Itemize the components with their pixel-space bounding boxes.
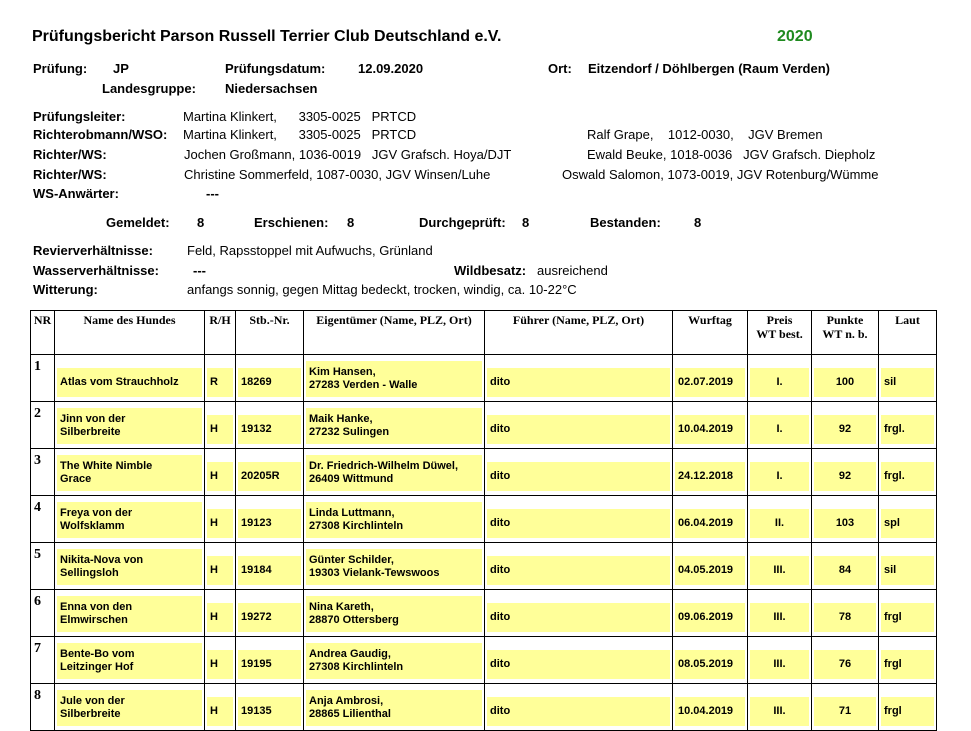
cell-punkte <box>812 684 879 731</box>
owner-line2: 27308 Kirchlinteln <box>309 661 404 673</box>
preis-value: I. <box>776 470 783 482</box>
cell-rh <box>205 637 236 684</box>
leiter-label: Prüfungsleiter: <box>33 109 126 124</box>
cell-rh <box>205 402 236 449</box>
cell-handler <box>485 449 673 496</box>
sex-value: H <box>210 564 218 576</box>
header-laut: Laut <box>879 311 937 355</box>
table-row <box>31 590 937 637</box>
dog-name-line2: Sellingsloh <box>60 567 119 579</box>
owner-line2: 26409 Wittmund <box>309 473 394 485</box>
stb-value: 20205R <box>241 470 280 482</box>
cell-name <box>55 684 205 731</box>
owner-line2: 19303 Vielank-Tewswoos <box>309 567 440 579</box>
preis-value: II. <box>774 517 785 529</box>
punkte-value: 92 <box>838 423 852 435</box>
cell-stb <box>236 590 304 637</box>
cell-laut <box>879 590 937 637</box>
sex-value: H <box>210 705 218 717</box>
handler-value: dito <box>490 658 511 670</box>
richter2-value: Christine Sommerfeld, 1087-0030, JGV Winsen/Luhe <box>184 167 491 182</box>
landesgruppe-value: Niedersachsen <box>225 81 318 96</box>
datum-label: Prüfungsdatum: <box>225 61 326 76</box>
cell-nr: 4 <box>31 496 55 543</box>
cell-punkte <box>812 449 879 496</box>
gemeldet-label: Gemeldet: <box>106 215 170 230</box>
stb-value: 19184 <box>241 564 272 576</box>
richter1-right: Ewald Beuke, 1018-0036 JGV Grafsch. Diepholz <box>587 147 876 162</box>
pruefung-value: JP <box>113 61 129 76</box>
wurftag-value: 04.05.2019 <box>678 564 734 576</box>
preis-value: III. <box>773 705 786 717</box>
owner-line1: Kim Hansen, <box>309 366 376 378</box>
handler-value: dito <box>490 470 511 482</box>
richter1-value: Jochen Großmann, 1036-0019 JGV Grafsch. Hoya/DJT <box>184 147 512 162</box>
cell-rh <box>205 355 236 402</box>
owner-line1: Nina Kareth, <box>309 601 374 613</box>
wasser-label: Wasserverhältnisse: <box>33 263 159 278</box>
cell-punkte <box>812 496 879 543</box>
obmann-label: Richterobmann/WSO: <box>33 127 168 142</box>
richter1-label: Richter/WS: <box>33 147 107 162</box>
sex-value: H <box>210 517 218 529</box>
dog-name-line1: Jinn von der <box>60 413 126 425</box>
header-preis <box>748 311 812 355</box>
landesgruppe-label: Landesgruppe: <box>102 81 196 96</box>
wasser-value: --- <box>193 263 206 278</box>
wurftag-value: 09.06.2019 <box>678 611 734 623</box>
cell-owner <box>304 355 485 402</box>
cell-handler <box>485 590 673 637</box>
cell-handler <box>485 543 673 590</box>
cell-nr: 6 <box>31 590 55 637</box>
cell-handler <box>485 684 673 731</box>
cell-stb <box>236 449 304 496</box>
header-preis-line1: Preis <box>766 313 793 327</box>
cell-punkte <box>812 637 879 684</box>
stb-value: 19195 <box>241 658 272 670</box>
cell-laut <box>879 543 937 590</box>
cell-name <box>55 355 205 402</box>
owner-line2: 27232 Sulingen <box>309 426 390 438</box>
table-body <box>31 355 937 731</box>
erschienen-value: 8 <box>347 215 355 230</box>
bestanden-value: 8 <box>694 215 702 230</box>
cell-nr: 5 <box>31 543 55 590</box>
handler-value: dito <box>490 376 511 388</box>
cell-laut <box>879 684 937 731</box>
cell-wurftag <box>673 543 748 590</box>
cell-handler <box>485 496 673 543</box>
dog-name-line2: Leitzinger Hof <box>60 661 134 673</box>
preis-value: III. <box>773 564 786 576</box>
stb-value: 18269 <box>241 376 272 388</box>
cell-name <box>55 590 205 637</box>
dog-name-line1: Atlas vom Strauchholz <box>60 376 179 388</box>
dog-name-line1: Bente-Bo vom <box>60 648 135 660</box>
leiter-value: Martina Klinkert, 3305-0025 PRTCD <box>183 109 417 124</box>
wurftag-value: 24.12.2018 <box>678 470 734 482</box>
dog-name-line2: Silberbreite <box>60 426 121 438</box>
cell-wurftag <box>673 449 748 496</box>
preis-value: III. <box>773 658 786 670</box>
cell-wurftag <box>673 496 748 543</box>
header-owner: Eigentümer (Name, PLZ, Ort) <box>304 311 485 355</box>
cell-punkte <box>812 355 879 402</box>
stb-value: 19135 <box>241 705 272 717</box>
table-row <box>31 402 937 449</box>
datum-value: 12.09.2020 <box>358 61 424 76</box>
sex-value: H <box>210 423 218 435</box>
laut-value: frgl <box>884 705 902 717</box>
cell-wurftag <box>673 637 748 684</box>
durchgeprueft-label: Durchgeprüft: <box>419 215 506 230</box>
cell-owner <box>304 637 485 684</box>
dog-name-line2: Grace <box>60 473 92 485</box>
cell-wurftag <box>673 684 748 731</box>
cell-rh <box>205 449 236 496</box>
owner-line1: Andrea Gaudig, <box>309 648 391 660</box>
owner-line2: 27283 Verden - Walle <box>309 379 418 391</box>
table-row <box>31 684 937 731</box>
cell-stb <box>236 496 304 543</box>
richter2-label: Richter/WS: <box>33 167 107 182</box>
cell-name <box>55 637 205 684</box>
cell-rh <box>205 496 236 543</box>
punkte-value: 100 <box>835 376 855 388</box>
punkte-value: 92 <box>838 470 852 482</box>
wild-value: ausreichend <box>537 263 608 278</box>
cell-punkte <box>812 543 879 590</box>
cell-laut <box>879 637 937 684</box>
punkte-value: 71 <box>838 705 852 717</box>
cell-nr: 3 <box>31 449 55 496</box>
pruefung-label: Prüfung: <box>33 61 88 76</box>
dog-name-line1: Jule von der <box>60 695 125 707</box>
cell-punkte <box>812 590 879 637</box>
owner-line1: Anja Ambrosi, <box>309 695 384 707</box>
anwaerter-label: WS-Anwärter: <box>33 186 119 201</box>
handler-value: dito <box>490 611 511 623</box>
ort-label: Ort: <box>548 61 572 76</box>
dog-name-line2: Silberbreite <box>60 708 121 720</box>
obmann-value: Martina Klinkert, 3305-0025 PRTCD <box>183 127 417 142</box>
cell-rh <box>205 590 236 637</box>
dog-name-line1: Nikita-Nova von <box>60 554 144 566</box>
owner-line2: 27308 Kirchlinteln <box>309 520 404 532</box>
dog-name-line2: Elmwirschen <box>60 614 128 626</box>
laut-value: sil <box>884 564 897 576</box>
cell-preis <box>748 684 812 731</box>
cell-rh <box>205 684 236 731</box>
punkte-value: 84 <box>838 564 852 576</box>
punkte-value: 76 <box>838 658 852 670</box>
cell-wurftag <box>673 355 748 402</box>
owner-line2: 28865 Lilienthal <box>309 708 391 720</box>
stb-value: 19272 <box>241 611 272 623</box>
handler-value: dito <box>490 564 511 576</box>
cell-name <box>55 496 205 543</box>
cell-wurftag <box>673 402 748 449</box>
header-punkte-line2: WT n. b. <box>822 327 868 341</box>
bestanden-label: Bestanden: <box>590 215 661 230</box>
ort-value: Eitzendorf / Döhlbergen (Raum Verden) <box>588 61 830 76</box>
table-row <box>31 449 937 496</box>
cell-owner <box>304 590 485 637</box>
cell-owner <box>304 684 485 731</box>
cell-laut <box>879 496 937 543</box>
header-stb: Stb.-Nr. <box>236 311 304 355</box>
dog-name-line1: Enna von den <box>60 601 133 613</box>
laut-value: frgl. <box>884 470 905 482</box>
wurftag-value: 08.05.2019 <box>678 658 734 670</box>
handler-value: dito <box>490 423 511 435</box>
cell-preis <box>748 402 812 449</box>
sex-value: H <box>210 470 218 482</box>
laut-value: frgl <box>884 658 902 670</box>
revier-value: Feld, Rapsstoppel mit Aufwuchs, Grünland <box>187 243 433 258</box>
results-table <box>30 310 937 731</box>
revier-label: Revierverhältnisse: <box>33 243 153 258</box>
laut-value: sil <box>884 376 897 388</box>
owner-line1: Maik Hanke, <box>309 413 373 425</box>
cell-name <box>55 543 205 590</box>
obmann-right: Ralf Grape, 1012-0030, JGV Bremen <box>587 127 823 142</box>
header-name: Name des Hundes <box>55 311 205 355</box>
wurftag-value: 10.04.2019 <box>678 705 734 717</box>
owner-line1: Linda Luttmann, <box>309 507 395 519</box>
table-row <box>31 355 937 402</box>
cell-owner <box>304 402 485 449</box>
preis-value: III. <box>773 611 786 623</box>
table-row <box>31 637 937 684</box>
cell-preis <box>748 590 812 637</box>
cell-rh <box>205 543 236 590</box>
cell-nr: 1 <box>31 355 55 402</box>
witterung-value: anfangs sonnig, gegen Mittag bedeckt, trocken, windig, ca. 10-22°C <box>187 282 577 297</box>
cell-preis <box>748 449 812 496</box>
preis-value: I. <box>776 376 783 388</box>
cell-owner <box>304 449 485 496</box>
cell-name <box>55 402 205 449</box>
header-nr: NR <box>31 311 55 355</box>
witterung-label: Witterung: <box>33 282 98 297</box>
cell-laut <box>879 355 937 402</box>
dog-name-line2: Wolfsklamm <box>60 520 125 532</box>
sex-value: H <box>210 658 218 670</box>
anwaerter-value: --- <box>206 186 219 201</box>
owner-line2: 28870 Ottersberg <box>309 614 399 626</box>
cell-preis <box>748 543 812 590</box>
table-row <box>31 496 937 543</box>
cell-stb <box>236 355 304 402</box>
durchgeprueft-value: 8 <box>522 215 530 230</box>
report-title: Prüfungsbericht Parson Russell Terrier Club Deutschland e.V. <box>32 28 502 45</box>
gemeldet-value: 8 <box>197 215 205 230</box>
header-preis-line2: WT best. <box>756 327 803 341</box>
cell-owner <box>304 543 485 590</box>
cell-handler <box>485 402 673 449</box>
report-year: 2020 <box>777 28 813 45</box>
punkte-value: 103 <box>835 517 855 529</box>
punkte-value: 78 <box>838 611 852 623</box>
erschienen-label: Erschienen: <box>254 215 329 230</box>
cell-laut <box>879 402 937 449</box>
laut-value: frgl. <box>884 423 905 435</box>
cell-preis <box>748 496 812 543</box>
wurftag-value: 06.04.2019 <box>678 517 734 529</box>
header-handler: Führer (Name, PLZ, Ort) <box>485 311 673 355</box>
sex-value: H <box>210 611 218 623</box>
header-wurftag: Wurftag <box>673 311 748 355</box>
cell-stb <box>236 684 304 731</box>
sex-value: R <box>210 376 218 388</box>
cell-punkte <box>812 402 879 449</box>
cell-laut <box>879 449 937 496</box>
header-punkte <box>812 311 879 355</box>
richter2-right: Oswald Salomon, 1073-0019, JGV Rotenburg/Wümme <box>562 167 879 182</box>
dog-name-line1: The White Nimble <box>60 460 153 472</box>
cell-nr: 7 <box>31 637 55 684</box>
cell-name <box>55 449 205 496</box>
cell-stb <box>236 402 304 449</box>
laut-value: spl <box>884 517 900 529</box>
cell-preis <box>748 637 812 684</box>
cell-stb <box>236 543 304 590</box>
wild-label: Wildbesatz: <box>454 263 527 278</box>
header-rh: R/H <box>205 311 236 355</box>
handler-value: dito <box>490 517 511 529</box>
preis-value: I. <box>776 423 783 435</box>
wurftag-value: 02.07.2019 <box>678 376 734 388</box>
cell-handler <box>485 355 673 402</box>
cell-owner <box>304 496 485 543</box>
handler-value: dito <box>490 705 511 717</box>
table-header-row <box>31 311 937 355</box>
cell-nr: 8 <box>31 684 55 731</box>
stb-value: 19132 <box>241 423 272 435</box>
owner-line1: Dr. Friedrich-Wilhelm Düwel, <box>309 460 459 472</box>
cell-preis <box>748 355 812 402</box>
wurftag-value: 10.04.2019 <box>678 423 734 435</box>
cell-wurftag <box>673 590 748 637</box>
table-row <box>31 543 937 590</box>
dog-name-line1: Freya von der <box>60 507 133 519</box>
header-punkte-line1: Punkte <box>826 313 864 327</box>
owner-line1: Günter Schilder, <box>309 554 394 566</box>
cell-stb <box>236 637 304 684</box>
cell-nr: 2 <box>31 402 55 449</box>
laut-value: frgl <box>884 611 902 623</box>
cell-handler <box>485 637 673 684</box>
stb-value: 19123 <box>241 517 272 529</box>
